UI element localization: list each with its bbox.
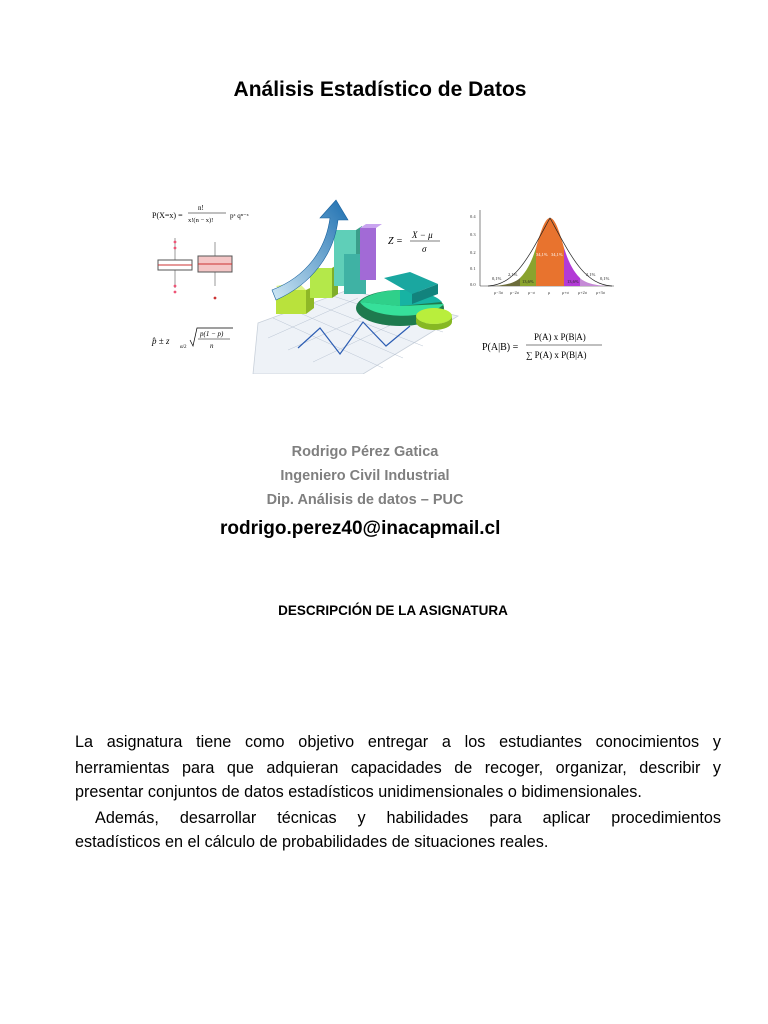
confidence-interval-formula [151,328,233,350]
box-plots [158,238,232,299]
y-tick: 0.2 [470,250,476,255]
bayes-numerator: P(A) x P(B|A) [534,332,586,342]
svg-text:α/2: α/2 [180,345,187,350]
author-degree: Dip. Análisis de datos – PUC [266,492,464,508]
normal-pct: 13,6% [522,279,534,284]
x-tick: μ [548,290,551,295]
section-heading: DESCRIPCIÓN DE LA ASIGNATURA [278,603,508,618]
author-name: Rodrigo Pérez Gatica [291,444,439,460]
normal-pct: 34,1% [536,252,548,257]
normal-pct: 0,1% [600,276,610,281]
z-score-formula [388,230,440,254]
normal-pct: 0,1% [492,276,502,281]
svg-text:X − μ: X − μ [412,230,433,240]
paragraph-line: Además, desarrollar técnicas y habilidades para aplicar procedimientos [75,809,721,827]
bayes-formula [482,332,602,360]
svg-text:n: n [210,342,214,350]
svg-text:n!: n! [198,204,204,212]
y-tick: 0.3 [470,232,476,237]
chart-illustration [253,200,458,374]
y-tick: 0.4 [470,214,476,219]
x-tick: μ−2σ [510,290,519,295]
normal-distribution-chart [470,210,614,295]
normal-pct: 13,6% [567,279,579,284]
paragraph-line: herramientas para que adquieran capacidades de recoger, organizar, describir y [75,759,721,777]
svg-text:P(X=x) =: P(X=x) = [152,211,183,220]
x-tick: μ−σ [528,290,535,295]
svg-text:Z =: Z = [388,236,403,247]
y-tick: 0.0 [470,282,476,287]
svg-text:x!(n − x)!: x!(n − x)! [188,217,214,224]
normal-pct: 2,1% [508,272,518,277]
svg-text:σ: σ [422,244,427,254]
document-title: Análisis Estadístico de Datos [233,78,527,101]
normal-pct: 34,1% [551,252,563,257]
statistics-banner-image [148,198,620,374]
x-tick: μ+3σ [596,290,605,295]
svg-text:p(1 − p): p(1 − p) [200,330,224,338]
paragraph-line: presentar conjuntos de datos estadísticos unidimensionales o bidimensionales. [75,783,642,801]
author-email[interactable]: rodrigo.perez40@inacapmail.cl [220,518,501,539]
y-tick: 0.1 [470,266,476,271]
x-tick: μ+2σ [578,290,587,295]
normal-pct: 2,1% [586,272,596,277]
x-tick: μ−3σ [494,290,503,295]
svg-text:p̂ ± z: p̂ ± z [152,336,170,346]
bayes-denominator: ∑ P(A) x P(B|A) [526,350,587,360]
binomial-formula [152,204,250,224]
x-tick: μ+σ [562,290,569,295]
paragraph-line: estadísticos en el cálculo de probabilidades de situaciones reales. [75,833,549,851]
svg-text:pˣ qⁿ⁻ˣ: pˣ qⁿ⁻ˣ [230,212,249,220]
author-profession: Ingeniero Civil Industrial [280,468,450,484]
paragraph-line: La asignatura tiene como objetivo entregar a los estudiantes conocimientos y [75,733,721,751]
bayes-lhs: P(A|B) = [482,342,519,353]
